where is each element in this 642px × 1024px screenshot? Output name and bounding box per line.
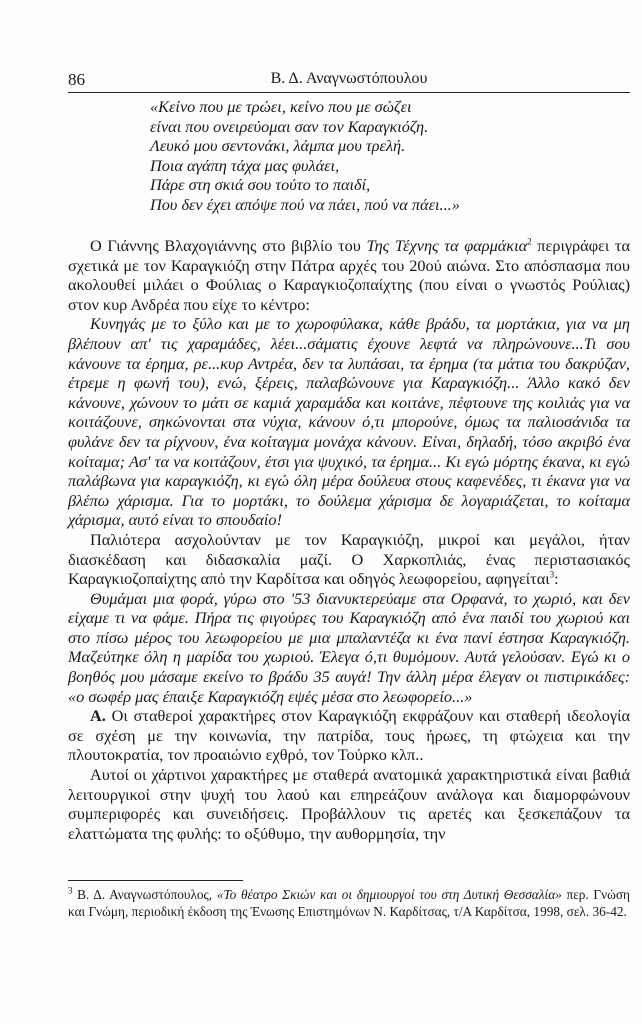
paragraph-charkoplias	[68, 530, 630, 589]
poem-line: Ποια αγάπη τάχα μας φυλάει,	[150, 155, 340, 175]
poem-line: είναι που ονειρεύομαι σαν τον Καραγκιόζη.	[150, 116, 429, 136]
paragraph-characters: Αυτοί οι χάρτινοι χαρακτήρες με σταθερά ανατομικά χαρακτηριστικά είναι βαθιά λειτουργικοί στην ψυχή του λαού και επηρεάζουν ανάλογα και διαμορφώνουν συμπεριφορές και συνειδήσεις. Προβάλλουν τις αρετές και ξεσκεπάζουν τα ελαττώματα της φυλής: το οξύθυμο, την αυθορμησία, την	[68, 765, 630, 843]
poem-line: «Κείνο που με τρώει, κείνο που με σώζει	[150, 97, 412, 116]
quote-foulias: Κυνηγάς με το ξύλο και με το χωροφύλακα, κάθε βράδυ, τα μορτάκια, για να μη βλέπουν απ' τις χαραμάδες, λέει...σάματις έχουνε λεφτά να πληρώνουνε...Τι σου κάνουνε τα έρημα, ρε...κυρ Αντρέα, δεν τα λυπάσαι, τα έρημα (τα μάτια του δακρύζαν, έτρεμε η φωνή του), ενώ, ξέρεις, παλαβώνουνε για Καραγκιόζη... Άλλο κακό δεν κάνουνε, χώνουν το μάτι σε καμιά χαραμάδα και κοιτάνε, πέφτουνε της κοιλιάς για να κοιτάζουνε, σηκώνονται στα νύχια, κάνουν ό,τι μπορούνε, όμως τα παλιοσάνιδα τα φυλάνε δεν τα ρίχνουν, ένα κοίταγμα μονάχα κάνουν. Είναι, δηλαδή, τόσο ακριβό ένα κοίταμα; Ασ' τα να κοιτάζουν, έτσι για ψυχικό, τα έρημα... Κι εγώ μόρτης έκανα, κι εγώ παλάβωνα για καραγκιόζη, κι εγώ όλη μέρα δούλευα στους καφενέδες, τι έκανα για να βλέπω χάρισμα. Για το μορτάκι, το δούλεμα χάρισμα δε λογαριάζεται, το κοίταμα χάρισμα, αυτό είναι το σπουδαίο!	[68, 314, 630, 530]
footnote-divider	[68, 880, 243, 881]
running-head: Β. Δ. Αναγνωστόπουλου	[270, 70, 428, 87]
footnote-ref: 2	[527, 236, 532, 247]
footnote-number: 3	[68, 885, 73, 896]
section-label: Α.	[90, 706, 106, 726]
book-title: Της Τέχνης τα φαρμάκια	[366, 236, 528, 255]
page-header	[68, 70, 630, 93]
text: περιγράφει τα σχετικά με τον Καραγκιόζη στην Πάτρα αρχές του 20ού αιώνα. Στο απόσπασμα που ακολουθεί μιλάει ο Φούλιας ο Καραγκιοζοπαίχτης (που είναι ο γνωστός Ρούλιας) στον κυρ Ανδρέα που είχε το κέντρο:	[68, 236, 630, 314]
text: περ. Γνώση και Γνώμη, περιοδική έκδοση της Ένωσης Επιστημόνων Ν. Καρδίτσας, τ/Α Καρδίτσα, 1998, σελ. 36-42.	[68, 887, 630, 919]
text: Οι σταθεροί χαρακτήρες στον Καραγκιόζη εκφράζουν και σταθερή ιδεολογία σε σχέση με την κοινωνία, την πατρίδα, τους ήρωες, τη φτώχεια και την πλουτοκρατία, τον προαιώνιο εχθρό, τον Τούρκο κλπ..	[68, 706, 630, 765]
text: Παλιότερα ασχολούνταν με τον Καραγκιόζη, μικροί και μεγάλοι, ήταν διασκέδαση και διδασκαλία μαζί. Ο Χαρκοπλιάς, ένας περιστασιακός Καραγκιοζοπαίχτης από την Καρδίτσα και οδηγός λεωφορείου, αφηγείται	[68, 529, 630, 589]
body-text	[68, 236, 630, 843]
text: :	[554, 569, 559, 589]
page-number: 86	[68, 70, 85, 89]
footnote-ref: 3	[549, 569, 555, 580]
quote-charkoplias: Θυμάμαι μια φορά, γύρω στο '53 διανυκτερεύαμε στα Ορφανά, το χωριό, και δεν είχαμε τι να φάμε. Πήρα τις φιγούρες του Καραγκιόζη από ένα παιδί του χωριού και στο πίσω μέρος του λεωφορείου με μια μπαλαντέζα κι ένα πανί έστησα Καραγκιόζη. Μαζεύτηκε όλη η μαρίδα του χωριού. Έλεγα ό,τι θυμόμουν. Αυτά γελούσαν. Εγώ κι ο βοηθός μου μάσαμε εκείνο το βράδυ 35 αυγά! Την άλλη μέρα έλεγαν οι πιστιρικάδες: «ο σωφέρ μας έπαιξε Καραγκιόζη εψές μέσα στο λεωφορείο...»	[68, 588, 630, 706]
text: Β. Δ. Αναγνωστόπουλος,	[72, 887, 217, 902]
text: Ο Γιάννης Βλαχογιάννης στο βιβλίο του	[90, 236, 367, 255]
poem-epigraph	[150, 97, 460, 214]
paragraph-a	[68, 706, 630, 765]
paragraph-vlachogiannis	[68, 236, 630, 314]
footnote	[68, 886, 630, 920]
poem-line: Πάρε στη σκιά σου τούτο το παιδί,	[150, 175, 371, 194]
poem-line: Λευκό μου σεντονάκι, λάμπα μου τρελή.	[150, 136, 406, 155]
article-title: «Το θέατρο Σκιών και οι δημιουργοί του στη Δυτική Θεσσαλία»	[216, 887, 562, 902]
poem-line: Που δεν έχει απόψε πού να πάει, πού να πάει...»	[150, 194, 460, 214]
